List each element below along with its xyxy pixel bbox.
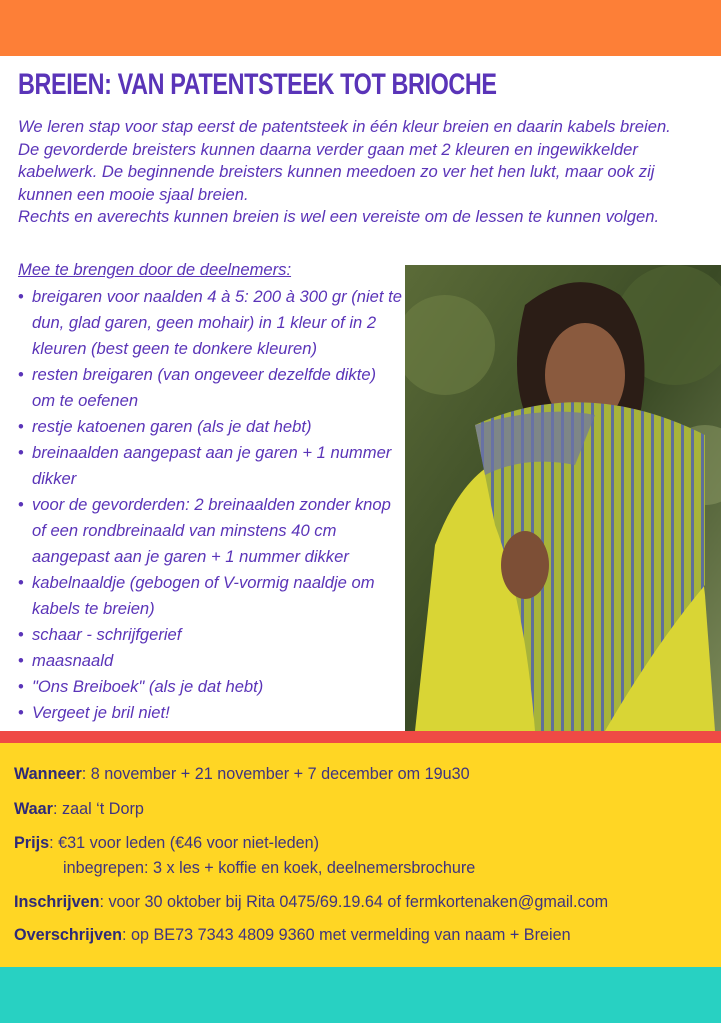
list-item: • maasnaald [18, 648, 403, 674]
list-item: • breigaren voor naalden 4 à 5: 200 à 300 gr (niet te dun, glad garen, geen mohair) in 1 kleur of in 2 kleuren (best geen te donkere kleuren) [18, 284, 403, 362]
when-row: Wanneer: 8 november + 21 november + 7 december om 19u30 [14, 765, 470, 783]
where-row: Waar: zaal ‘t Dorp [14, 800, 144, 818]
photo-illustration [405, 265, 721, 731]
intro-paragraph [18, 116, 718, 229]
list-item: • restje katoenen garen (als je dat hebt) [18, 414, 403, 440]
items-heading: Mee te brengen door de deelnemers: [18, 260, 292, 279]
bullet-icon: • [18, 677, 24, 696]
bullet-icon: • [18, 651, 24, 670]
bullet-icon: • [18, 287, 24, 306]
intro-line: Rechts en averechts kunnen breien is wel een vereiste om de lessen te kunnen volgen. [18, 207, 660, 226]
bullet-icon: • [18, 625, 24, 644]
intro-line: kabelwerk. De beginnende breisters kunnen meedoen zo ver het hen lukt, maar ook zij [18, 162, 655, 181]
divider-line [0, 731, 721, 743]
list-item: • Vergeet je bril niet! [18, 700, 403, 726]
list-item: • voor de gevorderden: 2 breinaalden zonder knop of een rondbreinaald van minstens 40 cm aangepast aan je garen + 1 nummer dikker [18, 492, 403, 570]
top-color-band [0, 0, 721, 56]
transfer-row: Overschrijven: op BE73 7343 4809 9360 met vermelding van naam + Breien [14, 926, 571, 944]
register-row: Inschrijven: voor 30 oktober bij Rita 0475/69.19.64 of fermkortenaken@gmail.com [14, 893, 609, 911]
list-item: • "Ons Breiboek" (als je dat hebt) [18, 674, 403, 700]
list-item: • resten breigaren (van ongeveer dezelfde dikte) om te oefenen [18, 362, 403, 414]
list-item: • kabelnaaldje (gebogen of V-vormig naaldje om kabels te breien) [18, 570, 403, 622]
bullet-icon: • [18, 365, 24, 384]
knitting-photo [405, 265, 721, 731]
price-details: inbegrepen: 3 x les + koffie en koek, deelnemersbrochure [63, 859, 476, 877]
info-section [0, 743, 721, 967]
bullet-icon: • [18, 703, 24, 722]
intro-line: We leren stap voor stap eerst de patentsteek in één kleur breien en daarin kabels breien. [18, 117, 671, 136]
bottom-color-band [0, 967, 721, 1023]
intro-line: De gevorderde breisters kunnen daarna verder gaan met 2 kleuren en ingewikkelder [18, 139, 638, 159]
list-item: • breinaalden aangepast aan je garen + 1 nummer dikker [18, 440, 403, 492]
intro-line: kunnen een mooie sjaal breien. [18, 184, 249, 204]
bullet-icon: • [18, 495, 24, 514]
price-row: Prijs: €31 voor leden (€46 voor niet-leden) [14, 834, 320, 852]
bullet-icon: • [18, 417, 24, 436]
list-item: • schaar - schrijfgerief [18, 622, 403, 648]
page-title: BREIEN: VAN PATENTSTEEK TOT BRIOCHE [18, 68, 497, 101]
items-list [18, 284, 403, 726]
bullet-icon: • [18, 443, 24, 462]
bullet-icon: • [18, 573, 24, 592]
